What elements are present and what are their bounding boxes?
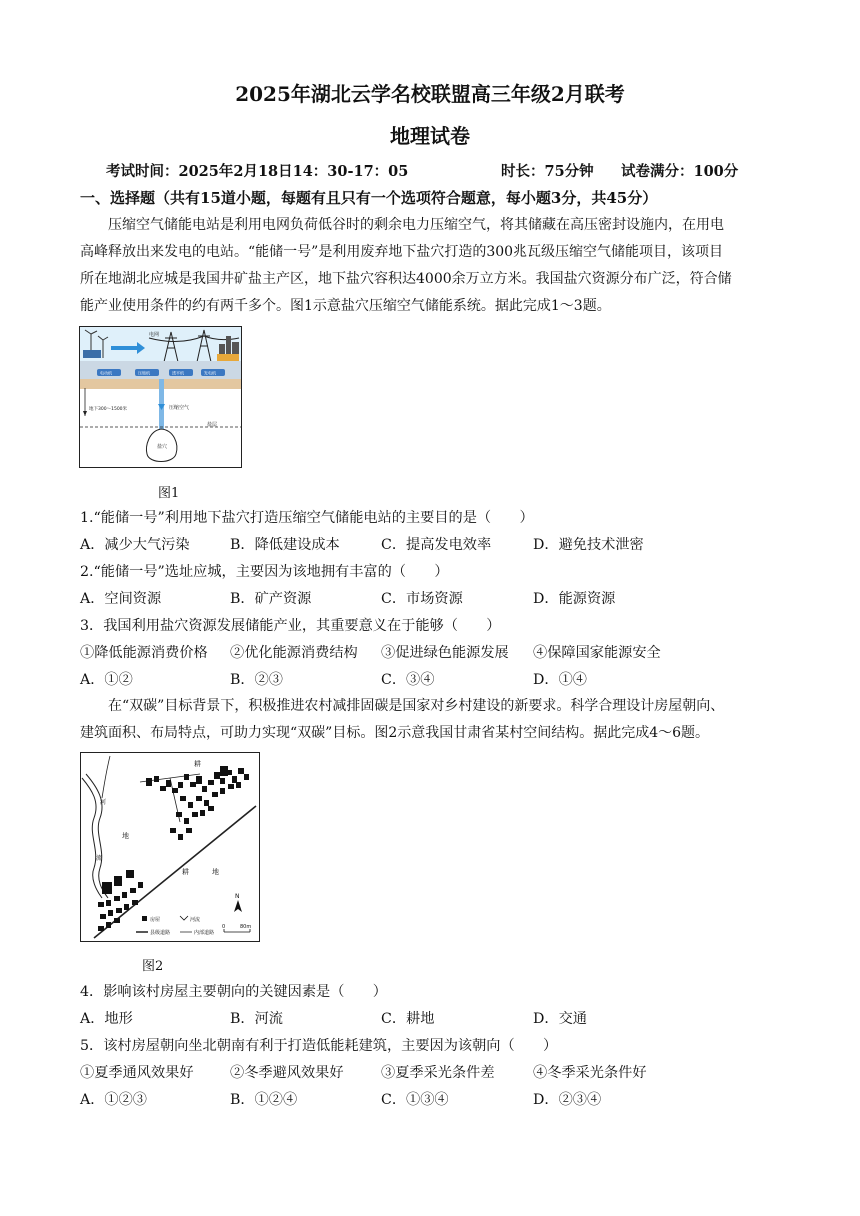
svg-text:流: 流 (96, 855, 103, 862)
q3-option-c[interactable]: C．③④ (381, 672, 435, 688)
q1-option-a[interactable]: A．减少大气污染 (80, 537, 190, 553)
svg-text:透平机: 透平机 (172, 370, 184, 376)
solar-panel-icon (83, 350, 101, 358)
section-heading: 一、选择题（共有15道小题，每题有且只有一个选项符合题意，每小题3分，共45分） (80, 189, 658, 207)
exam-time: 考试时间：2025年2月18日14：30-17：05 (106, 163, 409, 180)
svg-text:地下300～1500米: 地下300～1500米 (89, 407, 128, 412)
q2-option-b[interactable]: B．矿产资源 (230, 591, 312, 607)
q5-option-b[interactable]: B．①②④ (230, 1092, 298, 1108)
q1-option-b[interactable]: B．降低建设成本 (230, 537, 340, 553)
svg-text:压缩机: 压缩机 (138, 370, 150, 376)
q5-item-4: ④冬季采光条件好 (533, 1065, 647, 1081)
q5-option-c[interactable]: C．①③④ (381, 1092, 449, 1108)
question-5-stem: 5．该村房屋朝向坐北朝南有利于打造低能耗建筑，主要因为该朝向（ ） (80, 1038, 558, 1054)
svg-text:内部道路: 内部道路 (194, 930, 215, 936)
passage2-line: 在“双碳”目标背景下，积极推进农村减排固碳是国家对乡村建设的新要求。科学合理设计房屋朝向、 (108, 698, 725, 714)
svg-text:压缩空气: 压缩空气 (169, 405, 190, 411)
svg-text:发电机: 发电机 (204, 370, 216, 376)
exam-title: 2025年湖北云学名校联盟高三年级2月联考 (235, 82, 625, 106)
q2-option-a[interactable]: A．空间资源 (80, 591, 162, 607)
svg-text:河流: 河流 (190, 917, 201, 923)
svg-text:耕: 耕 (194, 760, 201, 768)
q2-option-c[interactable]: C．市场资源 (381, 591, 463, 607)
svg-text:电网: 电网 (149, 332, 160, 338)
q4-option-a[interactable]: A．地形 (80, 1011, 133, 1027)
q5-item-2: ②冬季避风效果好 (230, 1065, 344, 1081)
q5-option-d[interactable]: D．②③④ (533, 1092, 602, 1108)
q4-option-b[interactable]: B．河流 (230, 1011, 283, 1027)
q5-option-a[interactable]: A．①②③ (80, 1092, 147, 1108)
svg-text:耕: 耕 (182, 868, 189, 876)
q3-item-4: ④保障国家能源安全 (533, 645, 661, 661)
figure1-salt-cavern-diagram (79, 326, 242, 468)
q5-item-1: ①夏季通风效果好 (80, 1065, 194, 1081)
duration: 时长：75分钟 (501, 163, 594, 180)
figure2-village-map (80, 752, 260, 942)
figure2-caption: 图2 (142, 959, 164, 974)
q3-item-3: ③促进绿色能源发展 (381, 645, 509, 661)
q4-option-c[interactable]: C．耕地 (381, 1011, 435, 1027)
svg-text:地: 地 (212, 868, 219, 876)
svg-text:0: 0 (222, 924, 226, 930)
q1-option-c[interactable]: C．提高发电效率 (381, 537, 492, 553)
figure1-caption: 图1 (158, 486, 180, 501)
q3-item-2: ②优化能源消费结构 (230, 645, 358, 661)
q3-option-a[interactable]: A．①② (80, 672, 133, 688)
svg-text:盐层: 盐层 (207, 422, 218, 428)
svg-text:河: 河 (100, 799, 107, 806)
svg-text:县级道路: 县级道路 (150, 930, 171, 936)
full-score: 试卷满分：100分 (621, 163, 739, 180)
question-2-stem: 2.“能储一号”选址应城，主要因为该地拥有丰富的（ ） (80, 564, 449, 580)
passage1-line: 能产业使用条件的约有两千多个。图1示意盐穴压缩空气储能系统。据此完成1～3题。 (80, 298, 611, 314)
q2-option-d[interactable]: D．能源资源 (533, 591, 616, 607)
svg-text:电动机: 电动机 (100, 370, 112, 376)
passage1-line: 高峰释放出来发电的电站。“能储一号”是利用废弃地下盐穴打造的300兆瓦级压缩空气储能项目，该项目 (80, 244, 724, 260)
question-1-stem: 1.“能储一号”利用地下盐穴打造压缩空气储能电站的主要目的是（ ） (80, 510, 534, 526)
q1-option-d[interactable]: D．避免技术泄密 (533, 537, 644, 553)
subject-title: 地理试卷 (390, 124, 470, 148)
q5-item-3: ③夏季采光条件差 (381, 1065, 495, 1081)
passage1-line: 所在地湖北应城是我国井矿盐主产区，地下盐穴容积达4000余万立方米。我国盐穴资源分布广泛，符合储 (80, 271, 732, 287)
question-3-stem: 3．我国利用盐穴资源发展储能产业，其重要意义在于能够（ ） (80, 618, 501, 634)
q4-option-d[interactable]: D．交通 (533, 1011, 587, 1027)
q3-item-1: ①降低能源消费价格 (80, 645, 208, 661)
svg-text:地: 地 (122, 832, 129, 840)
question-4-stem: 4．影响该村房屋主要朝向的关键因素是（ ） (80, 984, 387, 1000)
svg-text:房屋: 房屋 (150, 917, 161, 923)
svg-text:盐穴: 盐穴 (157, 444, 168, 450)
passage1-line: 压缩空气储能电站是利用电网负荷低谷时的剩余电力压缩空气，将其储藏在高压密封设施内，在用电 (108, 217, 724, 233)
q3-option-d[interactable]: D．①④ (533, 672, 587, 688)
q3-option-b[interactable]: B．②③ (230, 672, 283, 688)
svg-text:N: N (235, 893, 240, 900)
svg-text:80m: 80m (240, 924, 252, 930)
passage2-line: 建筑面积、布局特点，可助力实现“双碳”目标。图2示意我国甘肃省某村空间结构。据此完成4～6题。 (80, 725, 710, 741)
